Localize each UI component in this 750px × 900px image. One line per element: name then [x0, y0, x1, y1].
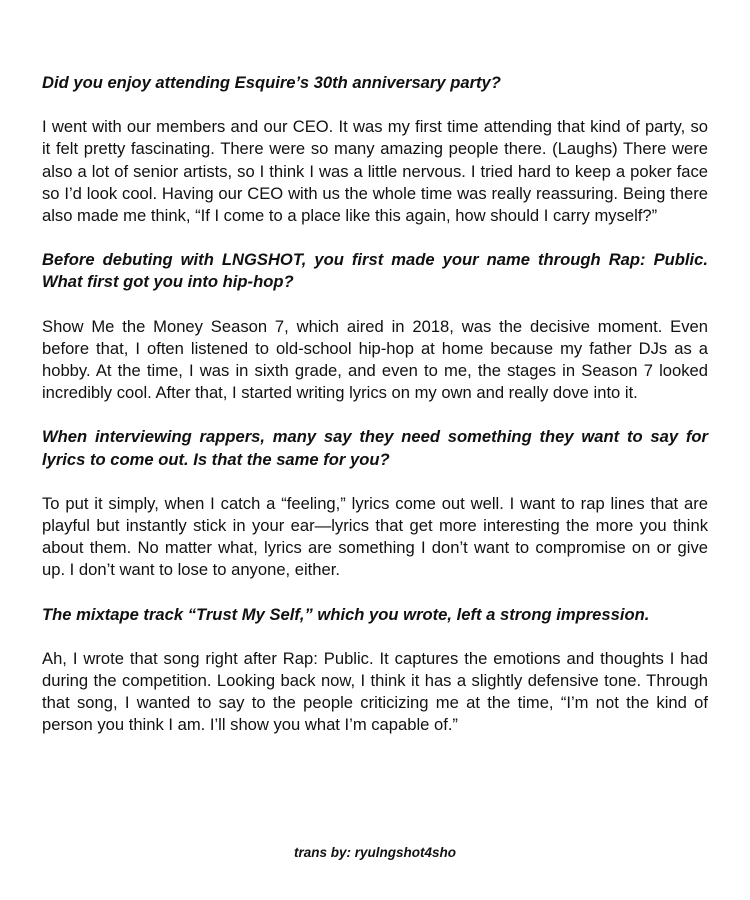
answer-trust-my-self: Ah, I wrote that song right after Rap: Public. It captures the emotions and thoughts I had during the competition. Looking back now, I think it has a slightly defensive tone. Through that song, I wanted to say to the people criticizing me at the time, “I’m not the kind of person you think I am. I’ll show you what I’m capable of.” [42, 648, 708, 735]
translator-credit: trans by: ryulngshot4sho [293, 845, 457, 860]
interview-page [42, 72, 708, 759]
answer-lyrics-motivation: To put it simply, when I catch a “feeling,” lyrics come out well. I want to rap lines that are playful but instantly stick in your ear—lyrics that get more interesting the more you think about them. No matter what, lyrics are something I don’t want to compromise on or give up. I don’t want to lose to anyone, either. [42, 493, 708, 580]
question-trust-my-self: The mixtape track “Trust My Self,” which you wrote, left a strong impression. [42, 604, 650, 624]
question-lyrics-motivation: When interviewing rappers, many say they need something they want to say for lyrics to come out. Is that the same for you? [42, 427, 708, 469]
answer-hip-hop-origin: Show Me the Money Season 7, which aired in 2018, was the decisive moment. Even before that, I often listened to old-school hip-hop at home because my father DJs as a hobby. At the time, I was in sixth grade, and even to me, the stages in Season 7 looked incredibly cool. After that, I started writing lyrics on my own and really dove into it. [42, 316, 708, 403]
question-esquire-party: Did you enjoy attending Esquire’s 30th anniversary party? [42, 73, 501, 92]
question-hip-hop-origin: Before debuting with LNGSHOT, you first made your name through Rap: Public. What first got you into hip-hop? [42, 250, 708, 292]
answer-esquire-party: I went with our members and our CEO. It was my first time attending that kind of party, so it felt pretty fascinating. There were so many amazing people there. (Laughs) There were also a lot of senior artists, so I think I was a little nervous. I tried hard to keep a poker face so I’d look cool. Having our CEO with us the whole time was really reassuring. Being there also made me think, “If I come to a place like this again, how should I carry myself?” [42, 117, 708, 226]
